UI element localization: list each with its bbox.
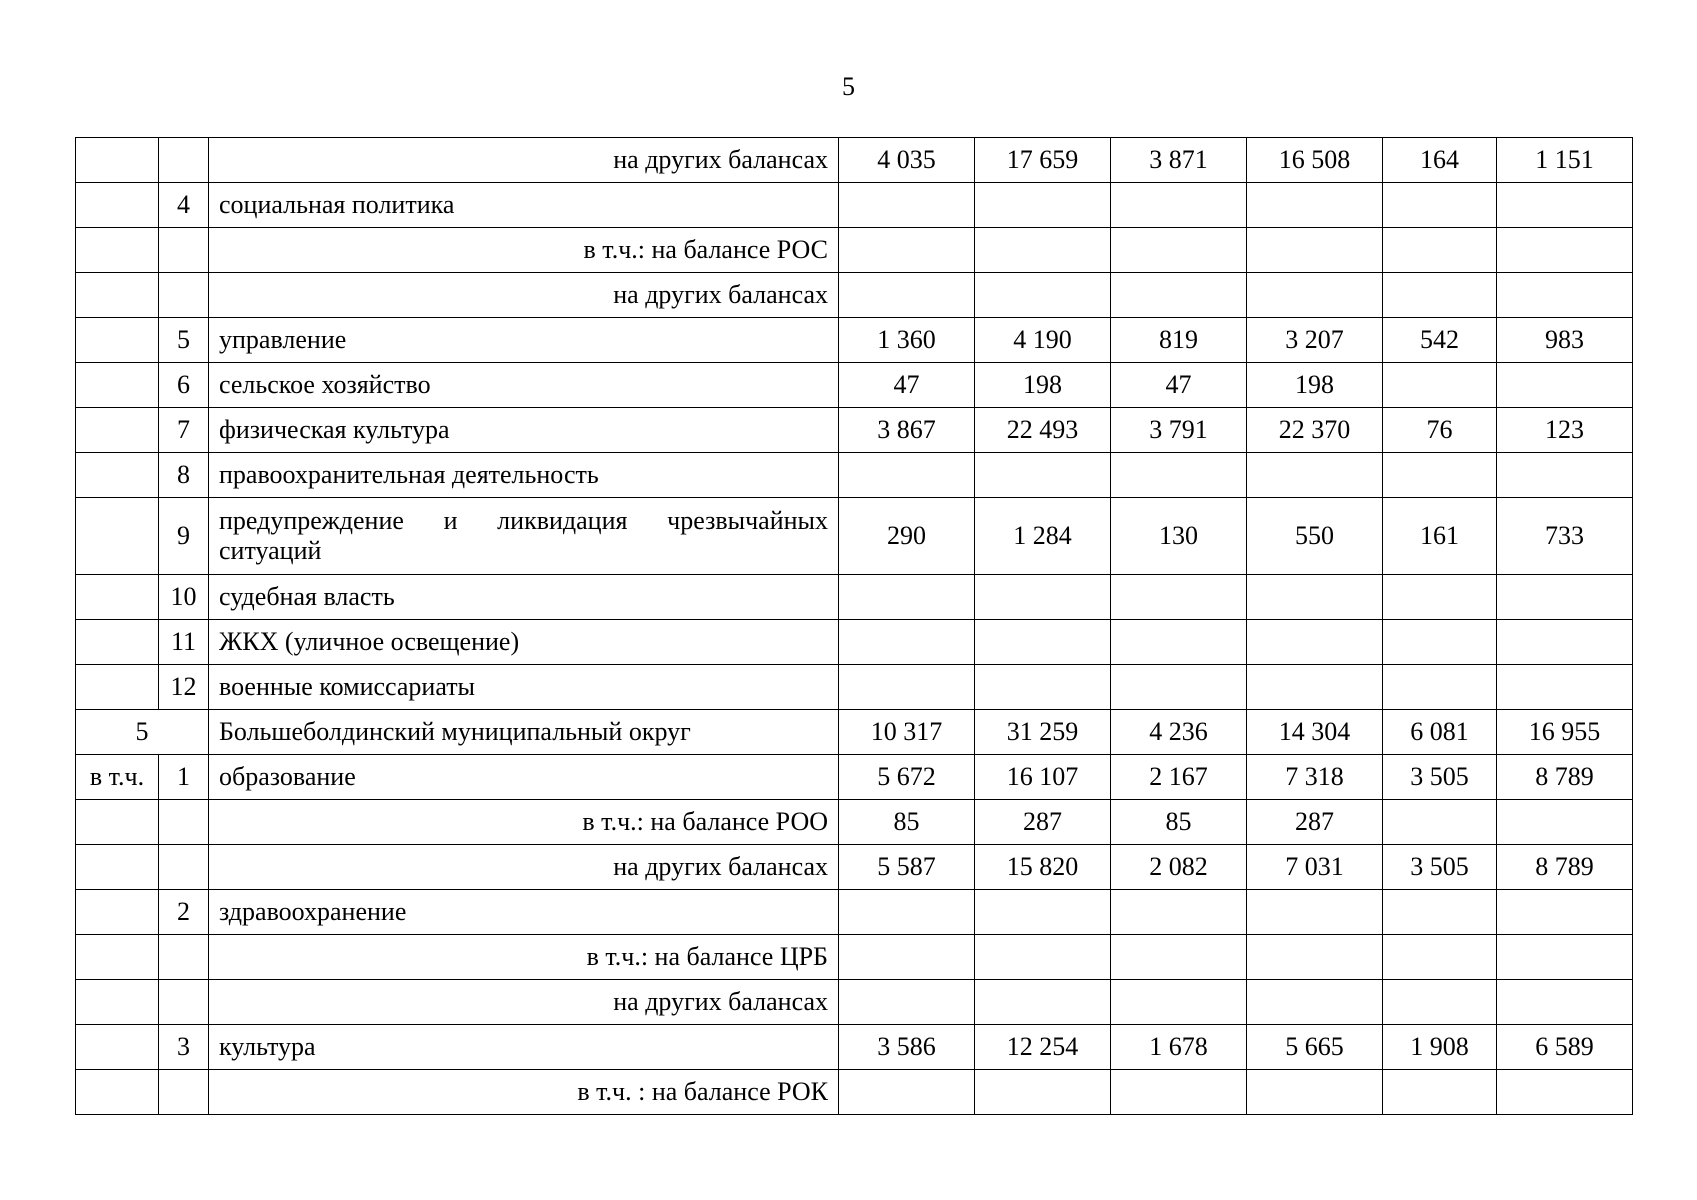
value-cell: 819 xyxy=(1111,318,1247,363)
value-cell: 1 908 xyxy=(1383,1025,1497,1070)
value-cell xyxy=(1497,935,1633,980)
table-row xyxy=(76,575,1633,620)
category-name-cell: управление xyxy=(209,318,839,363)
value-cell xyxy=(1497,980,1633,1025)
value-cell: 3 871 xyxy=(1111,138,1247,183)
value-cell: 31 259 xyxy=(975,710,1111,755)
value-cell xyxy=(1247,273,1383,318)
table-row xyxy=(76,498,1633,575)
category-name-cell: в т.ч.: на балансе РОС xyxy=(209,228,839,273)
value-cell xyxy=(1383,363,1497,408)
value-cell xyxy=(1383,273,1497,318)
value-cell: 85 xyxy=(839,800,975,845)
group-cell: в т.ч. xyxy=(76,755,159,800)
value-cell: 8 789 xyxy=(1497,755,1633,800)
item-number-cell xyxy=(159,845,209,890)
value-cell xyxy=(1497,228,1633,273)
value-cell: 7 318 xyxy=(1247,755,1383,800)
group-cell xyxy=(76,498,159,575)
value-cell: 16 508 xyxy=(1247,138,1383,183)
value-cell: 5 665 xyxy=(1247,1025,1383,1070)
value-cell xyxy=(1497,665,1633,710)
category-name-cell: в т.ч. : на балансе РОК xyxy=(209,1070,839,1115)
value-cell: 287 xyxy=(1247,800,1383,845)
table-row xyxy=(76,1070,1633,1115)
value-cell xyxy=(1383,620,1497,665)
category-name-cell: в т.ч.: на балансе ЦРБ xyxy=(209,935,839,980)
value-cell: 5 587 xyxy=(839,845,975,890)
category-name-cell: ЖКХ (уличное освещение) xyxy=(209,620,839,665)
value-cell xyxy=(1497,800,1633,845)
value-cell: 1 678 xyxy=(1111,1025,1247,1070)
value-cell xyxy=(839,575,975,620)
group-cell xyxy=(76,1025,159,1070)
category-name-cell: правоохранительная деятельность xyxy=(209,453,839,498)
item-number-cell: 7 xyxy=(159,408,209,453)
value-cell: 4 190 xyxy=(975,318,1111,363)
value-cell: 47 xyxy=(839,363,975,408)
value-cell: 2 082 xyxy=(1111,845,1247,890)
value-cell: 1 284 xyxy=(975,498,1111,575)
value-cell: 6 589 xyxy=(1497,1025,1633,1070)
group-cell xyxy=(76,138,159,183)
category-name-cell: здравоохранение xyxy=(209,890,839,935)
group-cell xyxy=(76,228,159,273)
item-number-cell: 12 xyxy=(159,665,209,710)
table-row xyxy=(76,620,1633,665)
group-cell xyxy=(76,408,159,453)
value-cell xyxy=(1111,273,1247,318)
value-cell xyxy=(1497,183,1633,228)
group-cell xyxy=(76,453,159,498)
value-cell xyxy=(839,453,975,498)
value-cell: 8 789 xyxy=(1497,845,1633,890)
item-number-cell: 9 xyxy=(159,498,209,575)
value-cell xyxy=(975,575,1111,620)
value-cell: 161 xyxy=(1383,498,1497,575)
group-cell xyxy=(76,935,159,980)
category-name-cell: физическая культура xyxy=(209,408,839,453)
value-cell: 85 xyxy=(1111,800,1247,845)
value-cell xyxy=(1247,575,1383,620)
value-cell xyxy=(1383,183,1497,228)
table-body xyxy=(76,138,1633,1115)
value-cell xyxy=(975,890,1111,935)
value-cell xyxy=(1111,980,1247,1025)
value-cell: 1 360 xyxy=(839,318,975,363)
category-name-cell: социальная политика xyxy=(209,183,839,228)
item-number-cell: 1 xyxy=(159,755,209,800)
value-cell xyxy=(1383,665,1497,710)
value-cell xyxy=(1497,620,1633,665)
value-cell xyxy=(1383,453,1497,498)
value-cell xyxy=(975,935,1111,980)
value-cell xyxy=(1497,363,1633,408)
table-row xyxy=(76,363,1633,408)
value-cell: 164 xyxy=(1383,138,1497,183)
section-number-cell: 5 xyxy=(76,710,209,755)
value-cell xyxy=(1247,890,1383,935)
item-number-cell: 3 xyxy=(159,1025,209,1070)
table-row xyxy=(76,1025,1633,1070)
value-cell xyxy=(1497,890,1633,935)
value-cell xyxy=(1383,980,1497,1025)
value-cell xyxy=(975,620,1111,665)
item-number-cell xyxy=(159,138,209,183)
item-number-cell xyxy=(159,1070,209,1115)
value-cell xyxy=(839,665,975,710)
table-row xyxy=(76,755,1633,800)
item-number-cell xyxy=(159,980,209,1025)
category-name-cell: культура xyxy=(209,1025,839,1070)
value-cell xyxy=(1111,228,1247,273)
item-number-cell: 5 xyxy=(159,318,209,363)
value-cell: 3 586 xyxy=(839,1025,975,1070)
value-cell xyxy=(975,1070,1111,1115)
value-cell: 198 xyxy=(975,363,1111,408)
value-cell xyxy=(1383,575,1497,620)
category-name-cell: Большеболдинский муниципальный округ xyxy=(209,710,839,755)
value-cell xyxy=(1247,935,1383,980)
group-cell xyxy=(76,620,159,665)
value-cell xyxy=(1383,935,1497,980)
category-name-cell: судебная власть xyxy=(209,575,839,620)
value-cell: 733 xyxy=(1497,498,1633,575)
value-cell xyxy=(975,228,1111,273)
value-cell: 123 xyxy=(1497,408,1633,453)
table-row xyxy=(76,318,1633,363)
value-cell: 47 xyxy=(1111,363,1247,408)
table-row xyxy=(76,665,1633,710)
value-cell: 14 304 xyxy=(1247,710,1383,755)
value-cell: 1 151 xyxy=(1497,138,1633,183)
value-cell xyxy=(1111,453,1247,498)
value-cell xyxy=(1111,620,1247,665)
value-cell: 10 317 xyxy=(839,710,975,755)
value-cell xyxy=(839,890,975,935)
item-number-cell: 6 xyxy=(159,363,209,408)
value-cell xyxy=(1247,183,1383,228)
value-cell: 287 xyxy=(975,800,1111,845)
value-cell xyxy=(1497,575,1633,620)
value-cell: 3 791 xyxy=(1111,408,1247,453)
value-cell: 130 xyxy=(1111,498,1247,575)
value-cell xyxy=(1383,228,1497,273)
value-cell: 16 955 xyxy=(1497,710,1633,755)
group-cell xyxy=(76,665,159,710)
value-cell xyxy=(839,1070,975,1115)
table-row xyxy=(76,273,1633,318)
value-cell: 6 081 xyxy=(1383,710,1497,755)
category-name-cell: на других балансах xyxy=(209,273,839,318)
value-cell xyxy=(839,273,975,318)
table-row xyxy=(76,453,1633,498)
item-number-cell xyxy=(159,273,209,318)
item-number-cell xyxy=(159,935,209,980)
value-cell: 4 035 xyxy=(839,138,975,183)
table-row xyxy=(76,710,1633,755)
item-number-cell: 11 xyxy=(159,620,209,665)
value-cell xyxy=(1111,183,1247,228)
table-row xyxy=(76,228,1633,273)
value-cell xyxy=(975,273,1111,318)
group-cell xyxy=(76,363,159,408)
value-cell: 15 820 xyxy=(975,845,1111,890)
item-number-cell: 4 xyxy=(159,183,209,228)
category-name-cell: предупреждение и ликвидация чрезвычайных ситуаций xyxy=(209,498,839,575)
item-number-cell: 2 xyxy=(159,890,209,935)
value-cell xyxy=(839,183,975,228)
table-row xyxy=(76,980,1633,1025)
group-cell xyxy=(76,845,159,890)
table-row xyxy=(76,800,1633,845)
value-cell: 3 505 xyxy=(1383,845,1497,890)
group-cell xyxy=(76,183,159,228)
group-cell xyxy=(76,575,159,620)
item-number-cell xyxy=(159,228,209,273)
value-cell: 290 xyxy=(839,498,975,575)
table-row xyxy=(76,935,1633,980)
value-cell: 5 672 xyxy=(839,755,975,800)
value-cell xyxy=(975,665,1111,710)
value-cell: 3 505 xyxy=(1383,755,1497,800)
value-cell xyxy=(839,980,975,1025)
category-name-cell: сельское хозяйство xyxy=(209,363,839,408)
value-cell xyxy=(1111,890,1247,935)
group-cell xyxy=(76,318,159,363)
value-cell xyxy=(1383,890,1497,935)
item-number-cell: 8 xyxy=(159,453,209,498)
category-name-cell: военные комиссариаты xyxy=(209,665,839,710)
value-cell xyxy=(839,935,975,980)
value-cell xyxy=(975,453,1111,498)
group-cell xyxy=(76,890,159,935)
value-cell xyxy=(1247,980,1383,1025)
value-cell: 7 031 xyxy=(1247,845,1383,890)
item-number-cell xyxy=(159,800,209,845)
item-number-cell: 10 xyxy=(159,575,209,620)
value-cell xyxy=(975,980,1111,1025)
value-cell xyxy=(839,228,975,273)
group-cell xyxy=(76,800,159,845)
value-cell: 550 xyxy=(1247,498,1383,575)
category-name-cell: на других балансах xyxy=(209,845,839,890)
value-cell: 983 xyxy=(1497,318,1633,363)
value-cell: 17 659 xyxy=(975,138,1111,183)
value-cell: 4 236 xyxy=(1111,710,1247,755)
value-cell: 198 xyxy=(1247,363,1383,408)
value-cell: 22 493 xyxy=(975,408,1111,453)
value-cell xyxy=(1497,273,1633,318)
page-number: 5 xyxy=(842,72,855,101)
value-cell: 22 370 xyxy=(1247,408,1383,453)
value-cell xyxy=(1383,800,1497,845)
table-row xyxy=(76,138,1633,183)
group-cell xyxy=(76,273,159,318)
value-cell: 76 xyxy=(1383,408,1497,453)
category-name-cell: в т.ч.: на балансе РОО xyxy=(209,800,839,845)
budget-table xyxy=(75,137,1633,1115)
value-cell: 542 xyxy=(1383,318,1497,363)
table-row xyxy=(76,890,1633,935)
value-cell: 16 107 xyxy=(975,755,1111,800)
value-cell: 3 207 xyxy=(1247,318,1383,363)
value-cell xyxy=(1247,453,1383,498)
category-name-cell: образование xyxy=(209,755,839,800)
value-cell: 12 254 xyxy=(975,1025,1111,1070)
value-cell xyxy=(1247,228,1383,273)
value-cell xyxy=(1497,1070,1633,1115)
value-cell xyxy=(839,620,975,665)
value-cell xyxy=(1247,620,1383,665)
value-cell xyxy=(1383,1070,1497,1115)
table-row xyxy=(76,408,1633,453)
table-row xyxy=(76,183,1633,228)
group-cell xyxy=(76,1070,159,1115)
value-cell xyxy=(1111,575,1247,620)
value-cell xyxy=(1247,665,1383,710)
value-cell xyxy=(1111,935,1247,980)
value-cell: 3 867 xyxy=(839,408,975,453)
value-cell: 2 167 xyxy=(1111,755,1247,800)
category-name-cell: на других балансах xyxy=(209,980,839,1025)
group-cell xyxy=(76,980,159,1025)
value-cell xyxy=(1111,665,1247,710)
table-row xyxy=(76,845,1633,890)
value-cell xyxy=(1111,1070,1247,1115)
value-cell xyxy=(975,183,1111,228)
value-cell xyxy=(1247,1070,1383,1115)
value-cell xyxy=(1497,453,1633,498)
category-name-cell: на других балансах xyxy=(209,138,839,183)
